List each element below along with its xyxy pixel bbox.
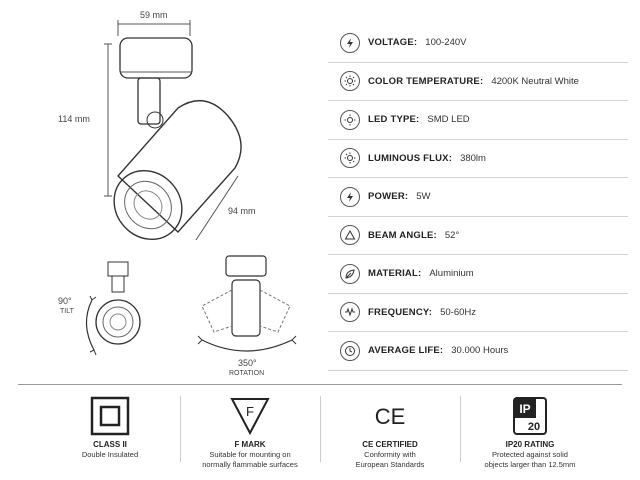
lightning-icon — [340, 33, 360, 53]
spec-led-type — [328, 101, 628, 140]
spotlight-drawing — [0, 0, 320, 380]
spec-value: 30.000 Hours — [451, 345, 509, 357]
certification-row — [40, 390, 600, 476]
lightning-icon — [340, 187, 360, 207]
length-dimension: 94 mm — [228, 206, 256, 216]
spec-value: 100-240V — [425, 37, 467, 49]
cert-desc: Conformity with — [364, 450, 416, 459]
spec-label: MATERIAL: — [368, 268, 422, 280]
height-dimension: 114 mm — [58, 114, 90, 124]
cert-title: CLASS II — [93, 440, 127, 449]
cert-desc: Double Insulated — [81, 450, 139, 459]
cert-ip20 — [460, 390, 600, 476]
spec-label: AVERAGE LIFE: — [368, 345, 444, 357]
ip-rating-number: 20 — [527, 421, 541, 433]
cert-class-ii — [40, 390, 180, 476]
spec-label: FREQUENCY: — [368, 306, 433, 318]
f-mark-letter: F — [246, 404, 254, 419]
tilt-value: 90° — [58, 296, 72, 306]
spec-voltage — [328, 24, 628, 63]
spec-label: LED TYPE: — [368, 114, 420, 126]
sun-icon — [340, 110, 360, 130]
cert-f-mark — [180, 390, 320, 476]
spec-value: 52° — [444, 229, 460, 241]
spec-list — [328, 24, 628, 371]
cert-desc: Suitable for mounting on — [209, 450, 291, 459]
divider — [18, 384, 622, 385]
clock-icon — [340, 341, 360, 361]
cert-ce — [320, 390, 460, 476]
spec-luminous-flux — [328, 140, 628, 179]
spec-value: 380lm — [460, 152, 486, 164]
cert-desc: Protected against solid — [492, 450, 568, 459]
spec-average-life — [328, 332, 628, 371]
cert-title: F MARK — [234, 440, 266, 449]
spec-color-temperature — [328, 63, 628, 102]
cert-title: IP20 RATING — [505, 440, 555, 449]
rotation-label: ROTATION — [229, 370, 265, 377]
leaf-icon — [340, 264, 360, 284]
spec-frequency — [328, 294, 628, 333]
spec-label: POWER: — [368, 191, 409, 203]
spec-value: Aluminium — [429, 268, 474, 280]
spec-value: 4200K Neutral White — [491, 75, 579, 87]
spec-material — [328, 255, 628, 294]
spec-power — [328, 178, 628, 217]
wave-icon — [340, 302, 360, 322]
cert-desc: European Standards — [355, 460, 425, 470]
spec-label: LUMINOUS FLUX: — [368, 152, 453, 164]
ip20-icon — [510, 396, 550, 436]
triangle-icon — [340, 225, 360, 245]
class-ii-icon — [90, 396, 130, 436]
spec-beam-angle — [328, 217, 628, 256]
ce-icon — [370, 396, 410, 436]
ip-mark: IP — [519, 402, 531, 416]
sun-icon — [340, 148, 360, 168]
rotation-value: 350° — [238, 358, 257, 368]
f-mark-icon — [230, 396, 270, 436]
spec-label: BEAM ANGLE: — [368, 229, 437, 241]
spec-value: 5W — [416, 191, 431, 203]
spec-label: COLOR TEMPERATURE: — [368, 75, 484, 87]
cert-desc: normally flammable surfaces — [202, 460, 298, 470]
cert-title: CE CERTIFIED — [362, 440, 418, 449]
ce-mark: CE — [374, 404, 406, 429]
sun-icon — [340, 71, 360, 91]
spec-value: SMD LED — [427, 114, 470, 126]
spec-value: 50-60Hz — [440, 306, 477, 318]
width-dimension: 59 mm — [140, 10, 168, 20]
cert-desc: objects larger than 12.5mm — [484, 460, 576, 470]
tilt-label: TILT — [60, 308, 74, 315]
spec-label: VOLTAGE: — [368, 37, 418, 49]
